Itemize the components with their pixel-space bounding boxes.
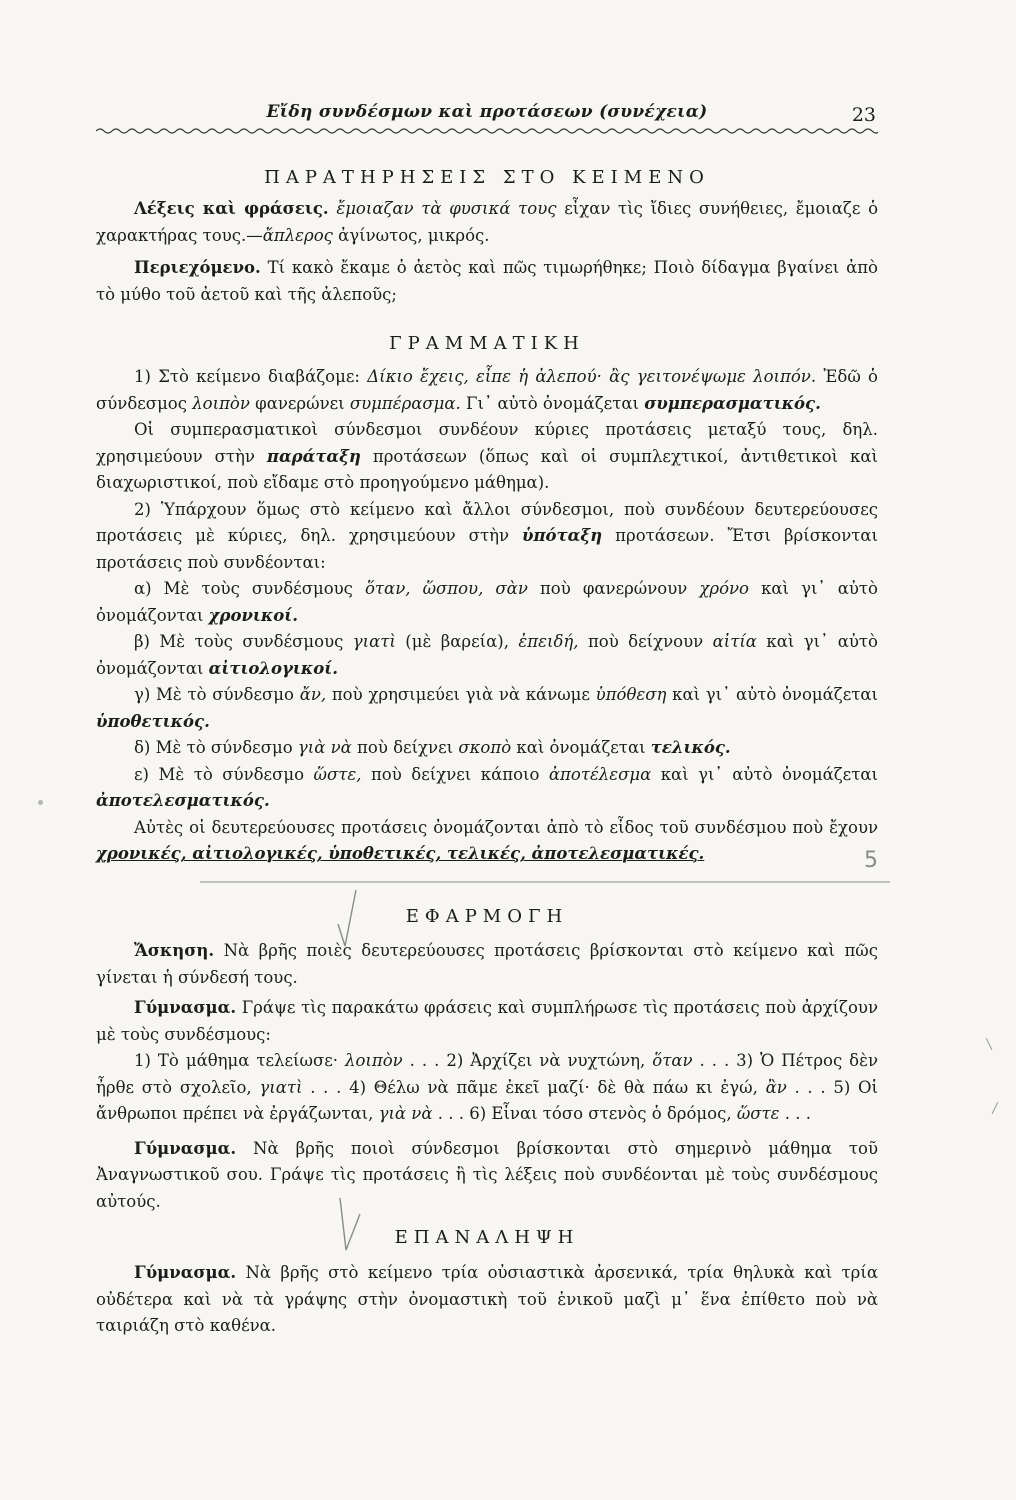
- text-run: ποὺ δείχνει κάποιο: [361, 764, 549, 784]
- margin-dot: [38, 800, 43, 805]
- review-block: [96, 1260, 878, 1340]
- grammar-block: [96, 364, 878, 868]
- example-word: ἐπειδή,: [518, 632, 579, 651]
- example-word: συμπέρασμα.: [349, 393, 461, 413]
- text-run: προτάσεων (ὅπως καὶ οἱ συμπλεχτικοί, ἀντιθετικοὶ καὶ διαχωριστικοί, ποὺ εἴδαμε στὸ προηγούμενο μάθημα).: [96, 446, 878, 492]
- example-word: γιατὶ: [259, 1077, 303, 1097]
- text-run: καὶ ὀνομάζεται: [511, 738, 651, 757]
- example-word: ὑπόθεση: [595, 685, 667, 704]
- summary-paragraph: [96, 815, 878, 868]
- example-word: γιατὶ: [352, 632, 396, 651]
- example-word: ὅταν, ὥσπου, σὰν: [365, 579, 528, 598]
- heading-review: ΕΠΑΝΑΛΗΨΗ: [394, 1227, 580, 1248]
- review-drill-paragraph: [96, 1260, 878, 1340]
- margin-pencil-number: 5: [864, 848, 878, 873]
- text-run: . . . 3) Ὁ Πέτρος δὲν ἦρθε στὸ σχολεῖο,: [96, 1051, 879, 1097]
- drill-1-sentences: [96, 1048, 878, 1128]
- list-item-a: [96, 576, 878, 629]
- list-item-c: [96, 682, 878, 735]
- application-block: [96, 938, 878, 1215]
- drill-2-paragraph: [96, 1136, 878, 1216]
- glossed-phrase: ἔμοιαζαν τὰ φυσικά τους: [336, 199, 557, 218]
- text-run: Αὐτὲς οἱ δευτερεύουσες προτάσεις ὀνομάζονται ἀπὸ τὸ εἶδος τοῦ συνδέσμου ποὺ ἔχουν: [134, 817, 878, 837]
- content-text: Τί κακὸ ἔκαμε ὁ ἀετὸς καὶ πῶς τιμωρήθηκε; Ποιὸ δίδαγμα βγαίνει ἀπὸ τὸ μύθο τοῦ ἀετοῦ καὶ τῆς ἀλεποῦς;: [96, 258, 878, 304]
- exercise-paragraph: [96, 938, 878, 991]
- exercise-text: Νὰ βρῆς ποιὲς δευτερεύουσες προτάσεις βρίσκονται στὸ κείμενο καὶ πῶς γίνεται ἡ σύνδεσή τους.: [96, 941, 878, 987]
- glossed-word: ἄπλερος: [262, 225, 333, 245]
- quoted-sentence: Δίκιο ἔχεις, εἶπε ἡ ἀλεπού· ἂς γειτονέψωμε λοιπόν.: [367, 367, 817, 386]
- pencil-underline: [200, 880, 890, 884]
- grammar-term: ἀποτελεσματικός.: [96, 791, 270, 810]
- text-run: β) Μὲ τοὺς συνδέσμους: [134, 632, 353, 651]
- example-word: λοιπὸν: [192, 393, 250, 413]
- page-number: 23: [851, 104, 876, 126]
- content-paragraph: [96, 255, 878, 308]
- drill-1-paragraph: [96, 995, 878, 1048]
- text-run: ποὺ δείχνει: [351, 738, 459, 757]
- text-run: 1) Στὸ κείμενο διαβάζομε:: [134, 367, 368, 386]
- gloss-text-2: ἀγίνωτος, μικρός.: [332, 225, 490, 245]
- wavy-rule-divider: [96, 126, 878, 136]
- text-run: Ἐδῶ ὁ σύνδεσμος: [96, 367, 878, 413]
- heading-application: ΕΦΑΡΜΟΓΗ: [405, 906, 569, 927]
- drill-label: Γύμνασμα.: [134, 1138, 237, 1158]
- words-phrases-label: Λέξεις καὶ φράσεις.: [134, 199, 329, 218]
- example-word: ὥστε,: [313, 764, 362, 784]
- content-label: Περιεχόμενο.: [134, 258, 261, 277]
- margin-pencil-strokes: [984, 1036, 1000, 1116]
- text-run: (μὲ βαρεία),: [395, 632, 519, 651]
- example-word: ὅταν: [652, 1051, 693, 1070]
- text-run: προτάσεων. Ἔτσι βρίσκονται προτάσεις ποὺ συνδέονται:: [96, 526, 878, 572]
- example-word: αἰτία: [712, 632, 757, 651]
- drill-label: Γύμνασμα.: [134, 1263, 237, 1282]
- list-item-e: [96, 762, 878, 815]
- example-word: λοιπὸν: [345, 1051, 403, 1070]
- example-word: χρόνο: [699, 579, 749, 598]
- text-run: καὶ γι᾽ αὐτὸ ὀνομάζεται: [651, 764, 878, 784]
- example-word: ἂν: [765, 1077, 787, 1097]
- grammar-term: συμπερασματικός.: [644, 393, 821, 413]
- text-run: Οἱ συμπερασματικοὶ σύνδεσμοι συνδέουν κύριες προτάσεις μεταξύ τους, δηλ. χρησιμεύουν στὴν: [96, 420, 878, 466]
- grammar-term: ὑποθετικός.: [96, 711, 210, 731]
- example-word: γιὰ νὰ: [297, 738, 352, 757]
- example-word: ὥστε: [736, 1104, 780, 1123]
- exercise-label: Ἄσκηση.: [134, 941, 215, 960]
- heading-grammar: ΓΡΑΜΜΑΤΙΚΗ: [389, 333, 585, 354]
- list-item-d: [96, 735, 878, 762]
- text-run: . . . 6) Εἶναι τόσο στενὸς ὁ δρόμος,: [432, 1104, 737, 1123]
- text-run: δ) Μὲ τὸ σύνδεσμο: [134, 738, 298, 757]
- text-run: Γι᾽ αὐτὸ ὀνομάζεται: [460, 393, 645, 413]
- text-run: φανερώνει: [249, 393, 350, 413]
- drill-text: Νὰ βρῆς στὸ κείμενο τρία οὐσιαστικὰ ἀρσενικά, τρία θηλυκὰ καὶ τρία οὐδέτερα καὶ νὰ τὰ γράψης στὴν ὀνομαστικὴ τοῦ ἑνικοῦ μαζὶ μ᾽ ἕνα ἐπίθετο ποὺ νὰ ταιριάζη στὸ καθένα.: [96, 1263, 878, 1335]
- text-run: 1) Τὸ μάθημα τελείωσε·: [134, 1051, 346, 1070]
- drill-label: Γύμνασμα.: [134, 998, 237, 1017]
- text-run: ε) Μὲ τὸ σύνδεσμο: [134, 764, 314, 784]
- text-run: ποὺ χρησιμεύει γιὰ νὰ κάνωμε: [326, 685, 596, 704]
- text-run: 2) Ὑπάρχουν ὅμως στὸ κείμενο καὶ ἄλλοι σύνδεσμοι, ποὺ συνδέουν δευτερεύουσες προτάσεις μὲ κύριες, δηλ. χρησιμεύουν στὴν: [96, 499, 878, 545]
- text-run: καὶ γι᾽ αὐτὸ ὀνομάζονται: [96, 579, 878, 625]
- text-run: α) Μὲ τοὺς συνδέσμους: [134, 579, 365, 598]
- text-run: καὶ γι᾽ αὐτὸ ὀνομάζεται: [666, 685, 878, 704]
- example-word: ἄν,: [299, 685, 327, 704]
- grammar-paragraph-1: [96, 364, 878, 417]
- grammar-term: αἰτιολογικοί.: [208, 658, 338, 678]
- clause-types-list: χρονικές, αἰτιολογικές, ὑποθετικές, τελικές, ἀποτελεσματικές.: [96, 844, 705, 863]
- observations-block: [96, 196, 878, 308]
- grammar-term: χρονικοί.: [208, 605, 299, 625]
- text-run: καὶ γι᾽ αὐτὸ ὀνομάζονται: [96, 632, 878, 678]
- grammar-term: παράταξη: [266, 446, 361, 466]
- text-run: . . . 4) Θέλω νὰ πᾶμε ἐκεῖ μαζί· δὲ θὰ πάω κι ἐγώ,: [302, 1077, 766, 1097]
- gloss-text: εἶχαν τὶς ἴδιες συνήθειες, ἔμοιαζε ὁ χαρακτήρας τους.—: [96, 199, 879, 245]
- drill-text: Γράψε τὶς παρακάτω φράσεις καὶ συμπλήρωσε τὶς προτάσεις ποὺ ἀρχίζουν μὲ τοὺς συνδέσμους:: [96, 998, 878, 1044]
- text-run: . . .: [779, 1104, 812, 1123]
- example-word: ἀποτέλεσμα: [548, 764, 652, 784]
- text-run: . . . 5) Οἱ ἄνθρωποι πρέπει νὰ ἐργάζωνται,: [96, 1077, 879, 1123]
- heading-observations: ΠΑΡΑΤΗΡΗΣΕΙΣ ΣΤΟ ΚΕΙΜΕΝΟ: [264, 167, 710, 188]
- running-title: Εἴδη συνδέσμων καὶ προτάσεων (συνέχεια): [266, 102, 708, 122]
- example-word: γιὰ νὰ: [378, 1104, 433, 1123]
- grammar-term: ὑπόταξη: [522, 526, 603, 545]
- grammar-term: τελικός.: [650, 738, 731, 757]
- grammar-paragraph-2: [96, 417, 878, 497]
- page-header: [96, 98, 878, 138]
- text-run: γ) Μὲ τὸ σύνδεσμο: [134, 685, 300, 704]
- words-phrases-paragraph: [96, 196, 878, 249]
- list-item-b: [96, 629, 878, 682]
- drill-text: Νὰ βρῆς ποιοὶ σύνδεσμοι βρίσκονται στὸ σημερινὸ μάθημα τοῦ Ἀναγνωστικοῦ σου. Γράψε τὶς προτάσεις ἢ τὶς λέξεις ποὺ συνδέονται μὲ τοὺς συνδέσμους αὐτούς.: [96, 1138, 878, 1211]
- text-run: ποὺ φανερώνουν: [527, 579, 700, 598]
- text-run: ποὺ δείχνουν: [578, 632, 713, 651]
- grammar-paragraph-3: [96, 497, 878, 577]
- example-word: σκοπὸ: [458, 738, 512, 757]
- text-run: . . . 2) Ἀρχίζει νὰ νυχτώνη,: [402, 1051, 653, 1070]
